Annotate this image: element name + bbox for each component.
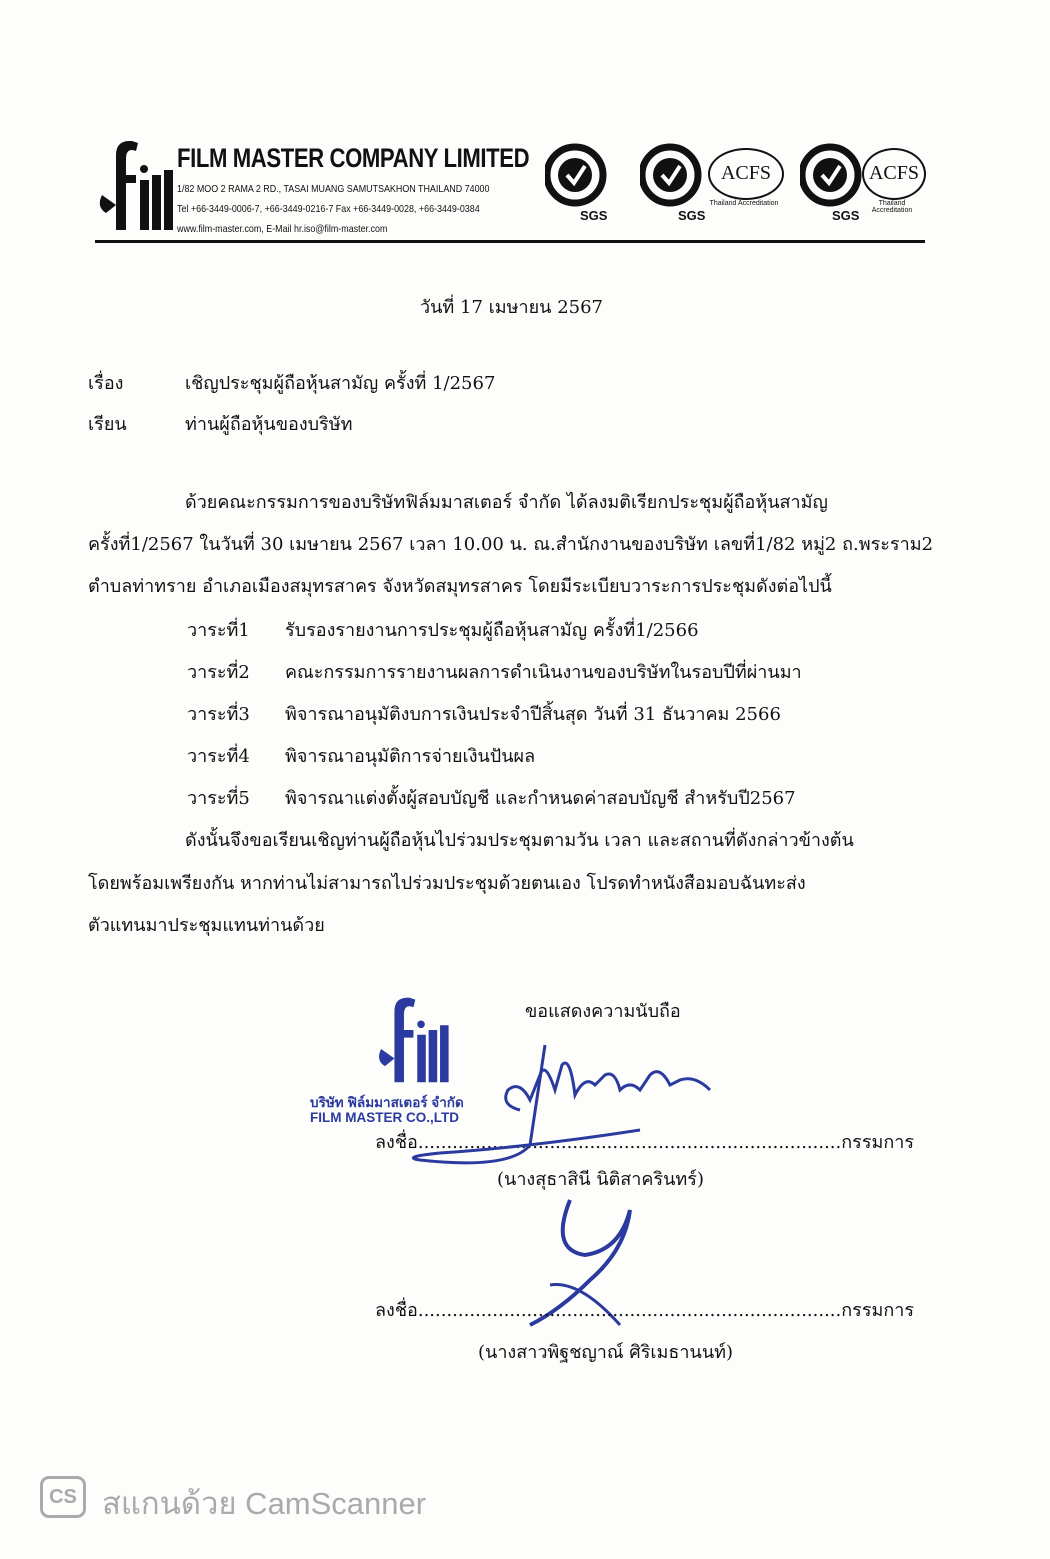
- agenda-no: วาระที่1: [187, 620, 250, 641]
- sgs-cert-badge-2: [640, 130, 710, 224]
- stamp-thai: บริษัท ฟิล์มมาสเตอร์ จำกัด: [310, 1095, 464, 1110]
- company-address: 1/82 MOO 2 RAMA 2 RD., TASAI MUANG SAMUTSAKHON THAILAND 74000: [177, 183, 490, 195]
- sgs-label: SGS: [678, 208, 706, 223]
- to-text: ท่านผู้ถือหุ้นของบริษัท: [185, 414, 353, 435]
- sgs-cert-badge-3: [800, 130, 870, 224]
- camscanner-text: สแกนด้วย CamScanner: [102, 1486, 427, 1521]
- agenda-text: พิจารณาอนุมัติการจ่ายเงินปันผล: [285, 746, 536, 767]
- regards: ขอแสดงความนับถือ: [525, 1001, 681, 1022]
- agenda-no: วาระที่5: [187, 788, 250, 809]
- body-line: ตำบลท่าทราย อำเภอเมืองสมุทรสาคร จังหวัดสมุทรสาคร โดยมีระเบียบวาระการประชุมดังต่อไปนี้: [88, 576, 832, 597]
- closing-line: ตัวแทนมาประชุมแทนท่านด้วย: [88, 915, 325, 936]
- acfs-label: ACFS: [862, 148, 926, 200]
- acfs-sub: Thailand Accreditation: [871, 200, 913, 214]
- agenda-no: วาระที่3: [187, 704, 250, 725]
- letterhead-divider: [95, 240, 925, 243]
- agenda-text: คณะกรรมการรายงานผลการดำเนินงานของบริษัทในรอบปีที่ผ่านมา: [285, 662, 802, 683]
- body-line: ด้วยคณะกรรมการของบริษัทฟิล์มมาสเตอร์ จำกัด ได้ลงมติเรียกประชุมผู้ถือหุ้นสามัญ: [185, 492, 828, 513]
- body-line: ครั้งที่1/2567 ในวันที่ 30 เมษายน 2567 เวลา 10.00 น. ณ.สำนักงานของบริษัท เลขที่1/82 หมู่2 ถ.พระราม2: [88, 534, 934, 555]
- letter-date: วันที่ 17 เมษายน 2567: [420, 297, 603, 318]
- company-phone: Tel +66-3449-0006-7, +66-3449-0216-7 Fax +66-3449-0028, +66-3449-0384: [177, 203, 480, 215]
- sgs-label: SGS: [832, 208, 860, 223]
- sgs-check-icon: [545, 130, 615, 220]
- company-name: FILM MASTER COMPANY LIMITED: [177, 143, 530, 173]
- acfs-badge-2: [862, 148, 926, 214]
- signatory-name-2: (นางสาวพิฐชญาณ์ ศิริเมธานนท์): [478, 1342, 734, 1363]
- stamp-eng: FILM MASTER CO.,LTD: [310, 1110, 459, 1125]
- agenda-no: วาระที่4: [187, 746, 250, 767]
- signature-line-1: ลงชื่อ..........................................................................กรรมการ: [375, 1132, 915, 1153]
- agenda-text: พิจารณาอนุมัติงบการเงินประจำปีสิ้นสุด วันที่ 31 ธันวาคม 2566: [285, 704, 781, 725]
- agenda-text: พิจารณาแต่งตั้งผู้สอบบัญชี และกำหนดค่าสอบบัญชี สำหรับปี2567: [285, 788, 796, 809]
- acfs-label: ACFS: [708, 148, 784, 200]
- sgs-cert-badge-1: [545, 130, 615, 224]
- sgs-label: SGS: [580, 208, 608, 223]
- company-logo: [94, 135, 176, 235]
- subject-label: เรื่อง: [88, 373, 124, 394]
- sgs-check-icon: [800, 130, 870, 220]
- subject-text: เชิญประชุมผู้ถือหุ้นสามัญ ครั้งที่ 1/2567: [185, 373, 496, 394]
- camscanner-badge: CS: [40, 1476, 86, 1518]
- agenda-no: วาระที่2: [187, 662, 250, 683]
- company-web: www.film-master.com, E-Mail hr.iso@film-master.com: [177, 223, 388, 235]
- sgs-check-icon: [640, 130, 710, 220]
- closing-line: โดยพร้อมเพรียงกัน หากท่านไม่สามารถไปร่วมประชุมด้วยตนเอง โปรดทำหนังสือมอบฉันทะส่ง: [88, 873, 806, 894]
- acfs-badge-1: [708, 148, 784, 207]
- acfs-sub: Thailand Accreditation: [709, 200, 779, 207]
- signature-line-2: ลงชื่อ..........................................................................กรรมการ: [375, 1300, 915, 1321]
- agenda-text: รับรองรายงานการประชุมผู้ถือหุ้นสามัญ ครั้งที่1/2566: [285, 620, 699, 641]
- handwritten-signature-1: [380, 1035, 750, 1175]
- to-label: เรียน: [88, 414, 127, 435]
- signatory-name-1: (นางสุธาสินี นิติสาครินทร์): [497, 1169, 704, 1190]
- closing-line: ดังนั้นจึงขอเรียนเชิญท่านผู้ถือหุ้นไปร่วมประชุมตามวัน เวลา และสถานที่ดังกล่าวข้างต้น: [185, 830, 854, 851]
